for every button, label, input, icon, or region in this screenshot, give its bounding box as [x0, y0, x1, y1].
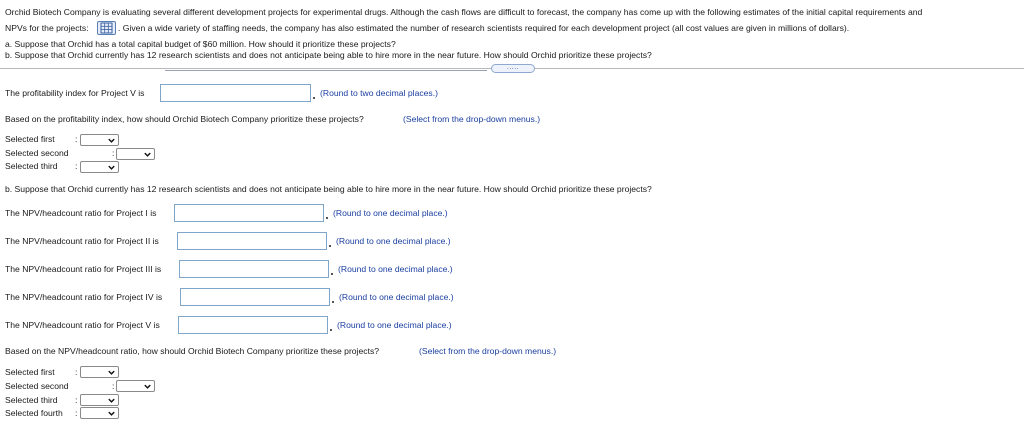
- answer-dot: [331, 260, 334, 278]
- select-b-third[interactable]: [80, 394, 119, 406]
- ratio-1-input[interactable]: [174, 204, 324, 222]
- select-b-first[interactable]: [80, 366, 119, 378]
- select-a-second[interactable]: [116, 148, 155, 160]
- chevron-down-icon: [107, 396, 116, 405]
- select-a-2-label: Selected second: [5, 148, 69, 158]
- select-b-3-label: Selected third: [5, 395, 58, 405]
- pi-hint: (Round to two decimal places.): [320, 88, 438, 98]
- chevron-down-icon: [107, 136, 116, 145]
- chevron-down-icon: [107, 409, 116, 418]
- answer-dot: [332, 288, 335, 306]
- colon: :: [112, 148, 115, 158]
- problem-part-a: a. Suppose that Orchid has a total capital budget of $60 million. How should it prioritize these projects?: [5, 39, 396, 49]
- select-b-fourth[interactable]: [80, 407, 119, 419]
- answer-area-divider: [165, 70, 487, 71]
- chevron-down-icon: [107, 163, 116, 172]
- pi-input[interactable]: [160, 84, 311, 102]
- answer-dot: [330, 316, 333, 334]
- colon: :: [75, 134, 78, 144]
- pi-prioritize-hint: (Select from the drop-down menus.): [403, 114, 541, 124]
- problem-line-2b: . Given a wide variety of staffing needs, the company has also estimated the number of research scientists required for each development project (all cost values are given in millions of dollars).: [118, 23, 850, 33]
- pi-label: The profitability index for Project V is: [5, 88, 145, 98]
- ratio-2-label: The NPV/headcount ratio for Project II is: [5, 236, 159, 246]
- ratio-5-input[interactable]: [178, 316, 328, 334]
- select-a-1-label: Selected first: [5, 134, 55, 144]
- ratio-3-hint: (Round to one decimal place.): [338, 264, 453, 274]
- select-b-1-label: Selected first: [5, 367, 55, 377]
- data-table-icon[interactable]: [97, 21, 116, 35]
- pi-prioritize-text: Based on the profitability index, how should Orchid Biotech Company prioritize these projects?: [5, 114, 364, 124]
- chevron-down-icon: [143, 150, 152, 159]
- select-b-4-label: Selected fourth: [5, 408, 63, 418]
- colon: :: [75, 367, 78, 377]
- ratio-2-hint: (Round to one decimal place.): [336, 236, 451, 246]
- colon: :: [75, 408, 78, 418]
- chevron-down-icon: [107, 368, 116, 377]
- ratio-4-label: The NPV/headcount ratio for Project IV is: [5, 292, 163, 302]
- problem-part-b: b. Suppose that Orchid currently has 12 research scientists and does not anticipate being able to hire more in the near future. How should Orchid prioritize these projects?: [5, 50, 652, 60]
- problem-line-1: Orchid Biotech Company is evaluating several different development projects for experimental drugs. Although the cash flows are difficult to forecast, the company has come up with the following estimates of the initial capital requirements and: [5, 7, 923, 17]
- ratio-3-input[interactable]: [179, 260, 329, 278]
- ratio-5-label: The NPV/headcount ratio for Project V is: [5, 320, 160, 330]
- chevron-down-icon: [143, 382, 152, 391]
- select-a-third[interactable]: [80, 161, 119, 173]
- select-a-3-label: Selected third: [5, 161, 58, 171]
- answer-dot: [329, 232, 332, 250]
- answer-dot: [313, 84, 316, 102]
- ratio-1-hint: (Round to one decimal place.): [333, 208, 448, 218]
- problem-line-2a: NPVs for the projects:: [5, 23, 89, 33]
- select-b-second[interactable]: [116, 380, 155, 392]
- select-b-2-label: Selected second: [5, 381, 69, 391]
- colon: :: [75, 161, 78, 171]
- table-grid-icon: [98, 22, 115, 34]
- ratio-2-input[interactable]: [177, 232, 327, 250]
- select-a-first[interactable]: [80, 134, 119, 146]
- ratio-4-hint: (Round to one decimal place.): [339, 292, 454, 302]
- ratio-1-label: The NPV/headcount ratio for Project I is: [5, 208, 157, 218]
- ratio-3-label: The NPV/headcount ratio for Project III is: [5, 264, 162, 274]
- ratio-prioritize-hint: (Select from the drop-down menus.): [419, 346, 557, 356]
- ratio-4-input[interactable]: [180, 288, 330, 306]
- expand-question-button[interactable]: .....: [491, 64, 535, 73]
- answer-dot: [326, 204, 329, 222]
- colon: :: [112, 381, 115, 391]
- section-b-question: b. Suppose that Orchid currently has 12 research scientists and does not anticipate being able to hire more in the near future. How should Orchid prioritize these projects?: [5, 184, 652, 194]
- colon: :: [75, 395, 78, 405]
- ratio-prioritize-text: Based on the NPV/headcount ratio, how should Orchid Biotech Company prioritize these projects?: [5, 346, 380, 356]
- ratio-5-hint: (Round to one decimal place.): [337, 320, 452, 330]
